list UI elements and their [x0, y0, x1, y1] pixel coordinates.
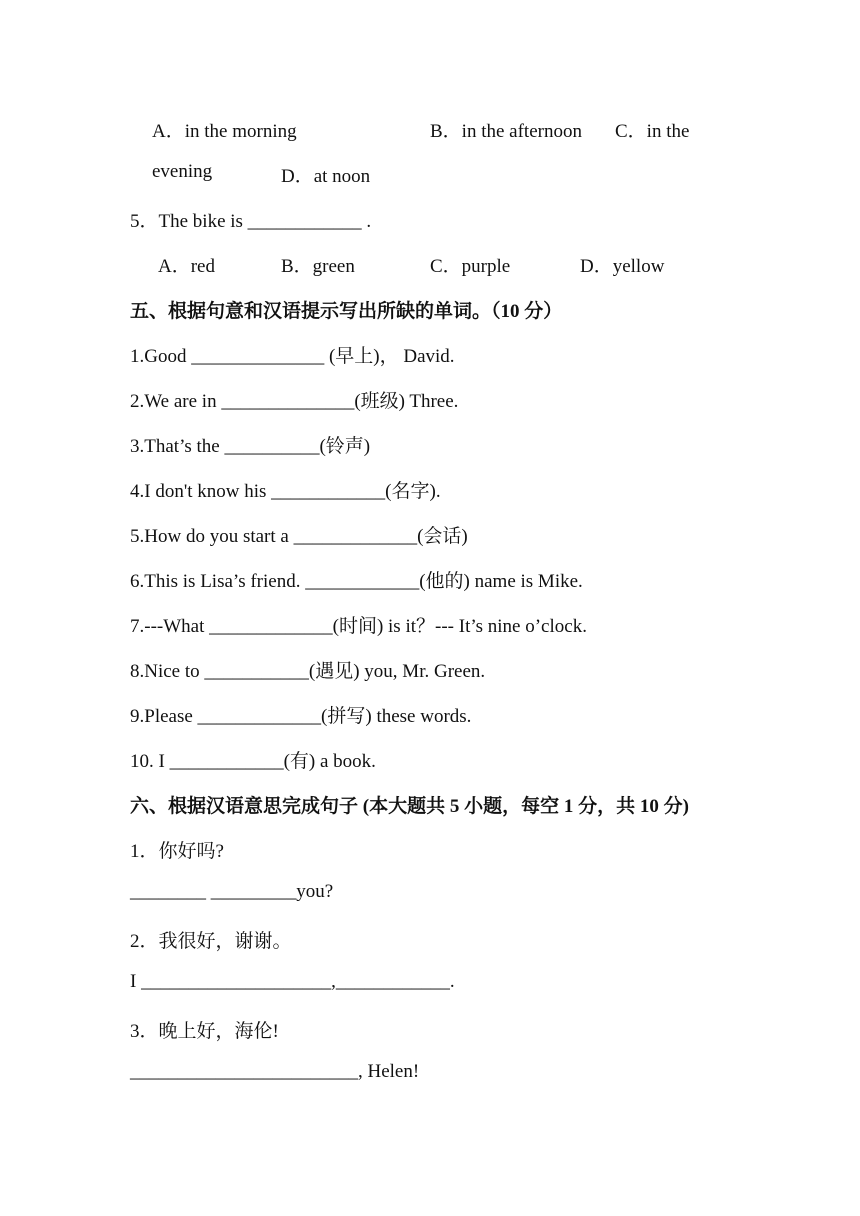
section6-q1-answer: ________ _________you? — [130, 881, 334, 902]
q4-option-d: D．at noon — [281, 166, 371, 187]
q5-option-a: A．red — [158, 256, 215, 277]
q4-option-c-continued: evening — [152, 161, 213, 182]
section5-item-4: 4.I don't know his ____________(名字). — [130, 481, 441, 502]
section6-q2-answer: I ____________________,____________. — [130, 971, 455, 992]
section5-item-1: 1.Good ______________ (早上)， David. — [130, 346, 455, 367]
q4-option-a: A．in the morning — [152, 121, 297, 142]
q4-option-c: C．in the — [615, 121, 690, 142]
section5-item-2: 2.We are in ______________(班级) Three. — [130, 391, 459, 412]
q5-option-c: C．purple — [430, 256, 511, 277]
section5-item-7: 7.---What _____________(时间) is it？--- It’s nine o’clock. — [130, 616, 587, 637]
q5-option-b: B．green — [281, 256, 355, 277]
q5-option-d: D．yellow — [580, 256, 665, 277]
section6-q3-answer: ________________________, Helen! — [130, 1061, 420, 1082]
q4-option-b: B．in the afternoon — [430, 121, 582, 142]
section6-q2: 2．我很好，谢谢。 — [130, 931, 292, 952]
section6-heading: 六、根据汉语意思完成句子 (本大题共 5 小题，每空 1 分，共 10 分) — [130, 796, 689, 817]
section5-item-8: 8.Nice to ___________(遇见) you, Mr. Green. — [130, 661, 486, 682]
section5-item-9: 9.Please _____________(拼写) these words. — [130, 706, 472, 727]
section6-q3: 3．晚上好，海伦! — [130, 1021, 279, 1042]
section5-item-3: 3.That’s the __________(铃声) — [130, 436, 371, 457]
section6-q1: 1．你好吗? — [130, 841, 224, 862]
section5-item-10: 10. I ____________(有) a book. — [130, 751, 376, 772]
q5-stem: 5．The bike is ____________ . — [130, 211, 372, 232]
section5-item-5: 5.How do you start a _____________(会话) — [130, 526, 468, 547]
section5-item-6: 6.This is Lisa’s friend. ____________(他的) name is Mike. — [130, 571, 583, 592]
section5-heading: 五、根据句意和汉语提示写出所缺的单词。（10 分） — [130, 301, 563, 322]
